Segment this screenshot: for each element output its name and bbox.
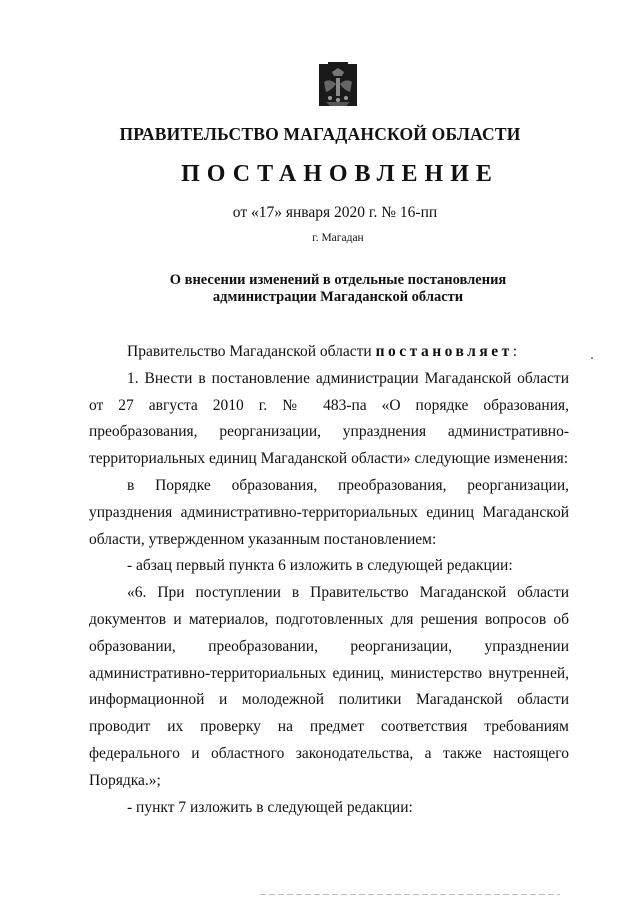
paragraph-1: 1. Внести в постановление администрации Магаданской области от 27 августа 2010 г. № 483-па «О порядке образования, преобразования, реорганизации, упразднения административно-территориальных единиц Магаданской области» следующие изменения: bbox=[89, 369, 569, 468]
document-body bbox=[89, 339, 569, 821]
document-date-number: от «17» января 2020 г. № 16-пп bbox=[232, 204, 438, 221]
intro-paragraph bbox=[89, 339, 569, 366]
margin-mark bbox=[591, 357, 593, 359]
intro-decree-word: постановляет bbox=[375, 343, 513, 360]
document-type-title: ПОСТАНОВЛЕНИЕ bbox=[181, 161, 499, 187]
coat-of-arms-icon bbox=[316, 62, 360, 108]
paragraph-5: - пункт 7 изложить в следующей редакции: bbox=[127, 798, 413, 816]
paragraph-3: - абзац первый пункта 6 изложить в следующей редакции: bbox=[127, 557, 513, 575]
paragraph-4: «6. При поступлении в Правительство Магаданской области документов и материалов, подготовленных для решения вопросов об образовании, преобразовании, реорганизации, упразднении административно-территориальных единиц, министерство внутренней, информационной и молодежной политики Магаданской области проводит их проверку на предмет соответствия требованиям федерального и областного законодательства, а также настоящего Порядка.»; bbox=[89, 584, 569, 789]
subject-line: О внесении изменений в отдельные постановления bbox=[169, 272, 507, 288]
document-subject bbox=[0, 272, 640, 306]
subject-line: администрации Магаданской области bbox=[212, 289, 464, 305]
government-title: ПРАВИТЕЛЬСТВО МАГАДАНСКОЙ ОБЛАСТИ bbox=[119, 124, 521, 144]
paragraph-2: в Порядке образования, преобразования, реорганизации, упразднения административно-территориальных единиц Магаданской области, утвержденном указанным постановлением: bbox=[89, 476, 569, 548]
intro-text: Правительство Магаданской области bbox=[127, 343, 376, 360]
scan-artifact-line bbox=[260, 894, 560, 895]
intro-colon: : bbox=[512, 343, 518, 360]
document-city: г. Магадан bbox=[312, 232, 364, 244]
